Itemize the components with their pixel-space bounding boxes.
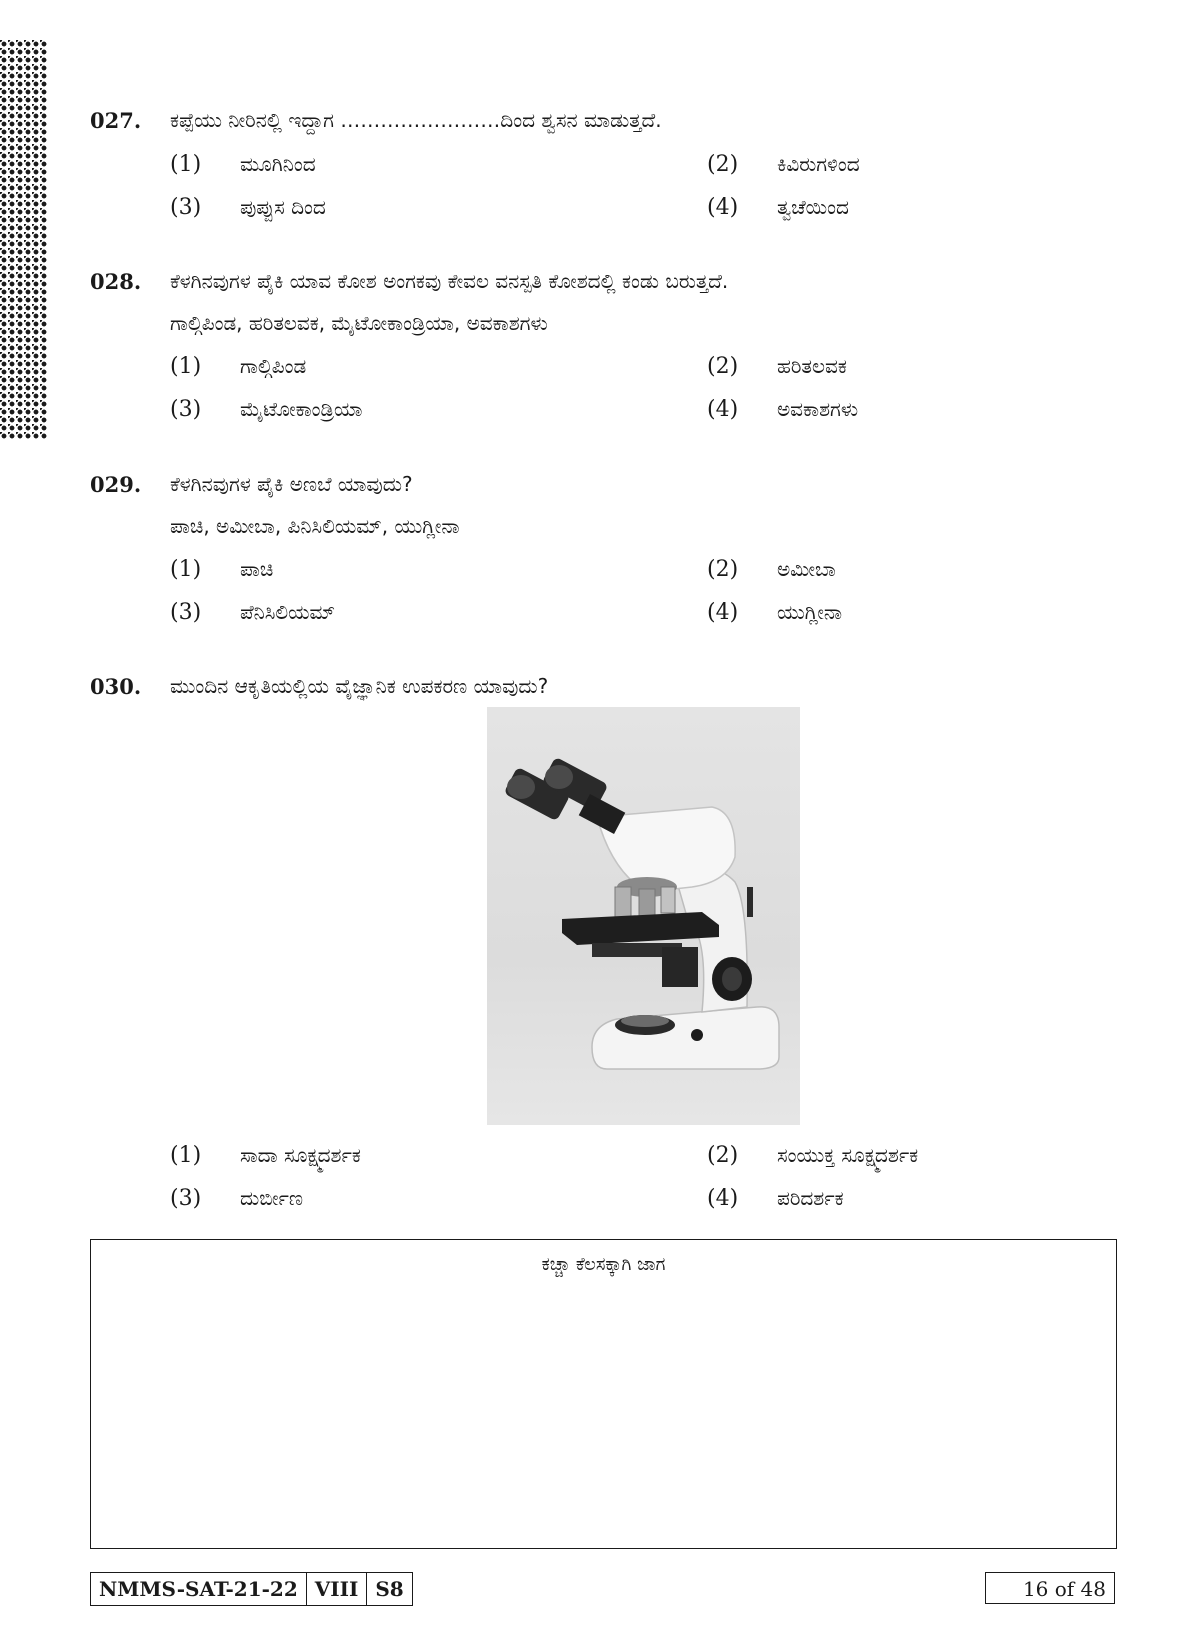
option-text: ಕಿವಿರುಗಳಿಂದ [777,152,860,176]
option-number: (4) [707,195,739,220]
option-number: (2) [707,557,739,582]
option-text: ಅಮೀಬಾ [777,557,836,581]
option-text: ಪರಿದರ್ಶಕ [777,1186,844,1210]
option-text: ಮೈಟೋಕಾಂಡ್ರಿಯಾ [240,397,363,421]
set-label: S8 [366,1573,411,1605]
option-number: (1) [170,354,202,379]
question-number: 027. [90,108,142,133]
question-subtext: ಗಾಲ್ಗಿಪಿಂಡ, ಹರಿತಲವಕ, ಮೈಟೋಕಾಂಡ್ರಿಯಾ, ಅವಕಾಶಗಳು [170,311,548,335]
option-number: (4) [707,600,739,625]
option-text: ದುರ್ಬೀಣ [240,1186,304,1210]
option-text: ಪಾಚಿ [240,557,274,581]
option-text: ಮೂಗಿನಿಂದ [240,152,316,176]
rough-work-title: ಕಚ್ಚಾ ಕೆಲಸಕ್ಕಾಗಿ ಜಾಗ [541,1254,666,1275]
exam-code: NMMS-SAT-21-22 [99,1577,298,1601]
option-text: ತ್ವಚೆಯಿಂದ [777,195,849,219]
question-number: 030. [90,674,142,699]
option-text: ಗಾಲ್ಗಿಪಿಂಡ [240,354,307,378]
option-text: ಸಂಯುಕ್ತ ಸೂಕ್ಷ್ಮದರ್ಶಕ [777,1143,919,1167]
option-text: ಯುಗ್ಲೀನಾ [777,600,843,624]
option-number: (2) [707,1143,739,1168]
question-subtext: ಪಾಚಿ, ಅಮೀಬಾ, ಪಿನಿಸಿಲಿಯಮ್, ಯುಗ್ಲೀನಾ [170,514,460,538]
option-text: ಸಾದಾ ಸೂಕ್ಷ್ಮದರ್ಶಕ [240,1143,361,1167]
option-text: ಹರಿತಲವಕ [777,354,847,378]
question-text: ಕೆಳಗಿನವುಗಳ ಪೈಕಿ ಅಣಬೆ ಯಾವುದು? [170,472,413,496]
option-number: (3) [170,397,202,422]
option-number: (1) [170,557,202,582]
footer-code-box [90,1572,413,1606]
microscope-image [487,707,800,1125]
question-number: 028. [90,269,142,294]
option-number: (3) [170,600,202,625]
option-number: (2) [707,152,739,177]
option-number: (3) [170,1186,202,1211]
option-number: (2) [707,354,739,379]
question-text: ಕೆಳಗಿನವುಗಳ ಪೈಕಿ ಯಾವ ಕೋಶ ಅಂಗಕವು ಕೇವಲ ವನಸ್ಪತಿ ಕೋಶದಲ್ಲಿ ಕಂಡು ಬರುತ್ತದೆ. [170,269,729,293]
question-text: ಕಪ್ಪೆಯು ನೀರಿನಲ್ಲಿ ಇದ್ದಾಗ ……………………ದಿಂದ ಶ್ವಸನ ಮಾಡುತ್ತದೆ. [170,108,662,132]
option-text: ಪೆನಿಸಿಲಿಯಮ್ [240,600,336,624]
class-label: VIII [306,1573,367,1605]
option-number: (1) [170,1143,202,1168]
option-number: (4) [707,1186,739,1211]
decorative-border-pattern [0,40,48,440]
option-number: (3) [170,195,202,220]
option-text: ಪುಪ್ಪುಸ ದಿಂದ [240,195,326,219]
rough-work-area [90,1239,1117,1549]
question-text: ಮುಂದಿನ ಆಕೃತಿಯಲ್ಲಿಯ ವೈಜ್ಞಾನಿಕ ಉಪಕರಣ ಯಾವುದು? [170,674,549,698]
option-number: (4) [707,397,739,422]
option-text: ಅವಕಾಶಗಳು [777,397,859,421]
page-number: 16 of 48 [985,1572,1115,1604]
question-number: 029. [90,472,142,497]
option-number: (1) [170,152,202,177]
